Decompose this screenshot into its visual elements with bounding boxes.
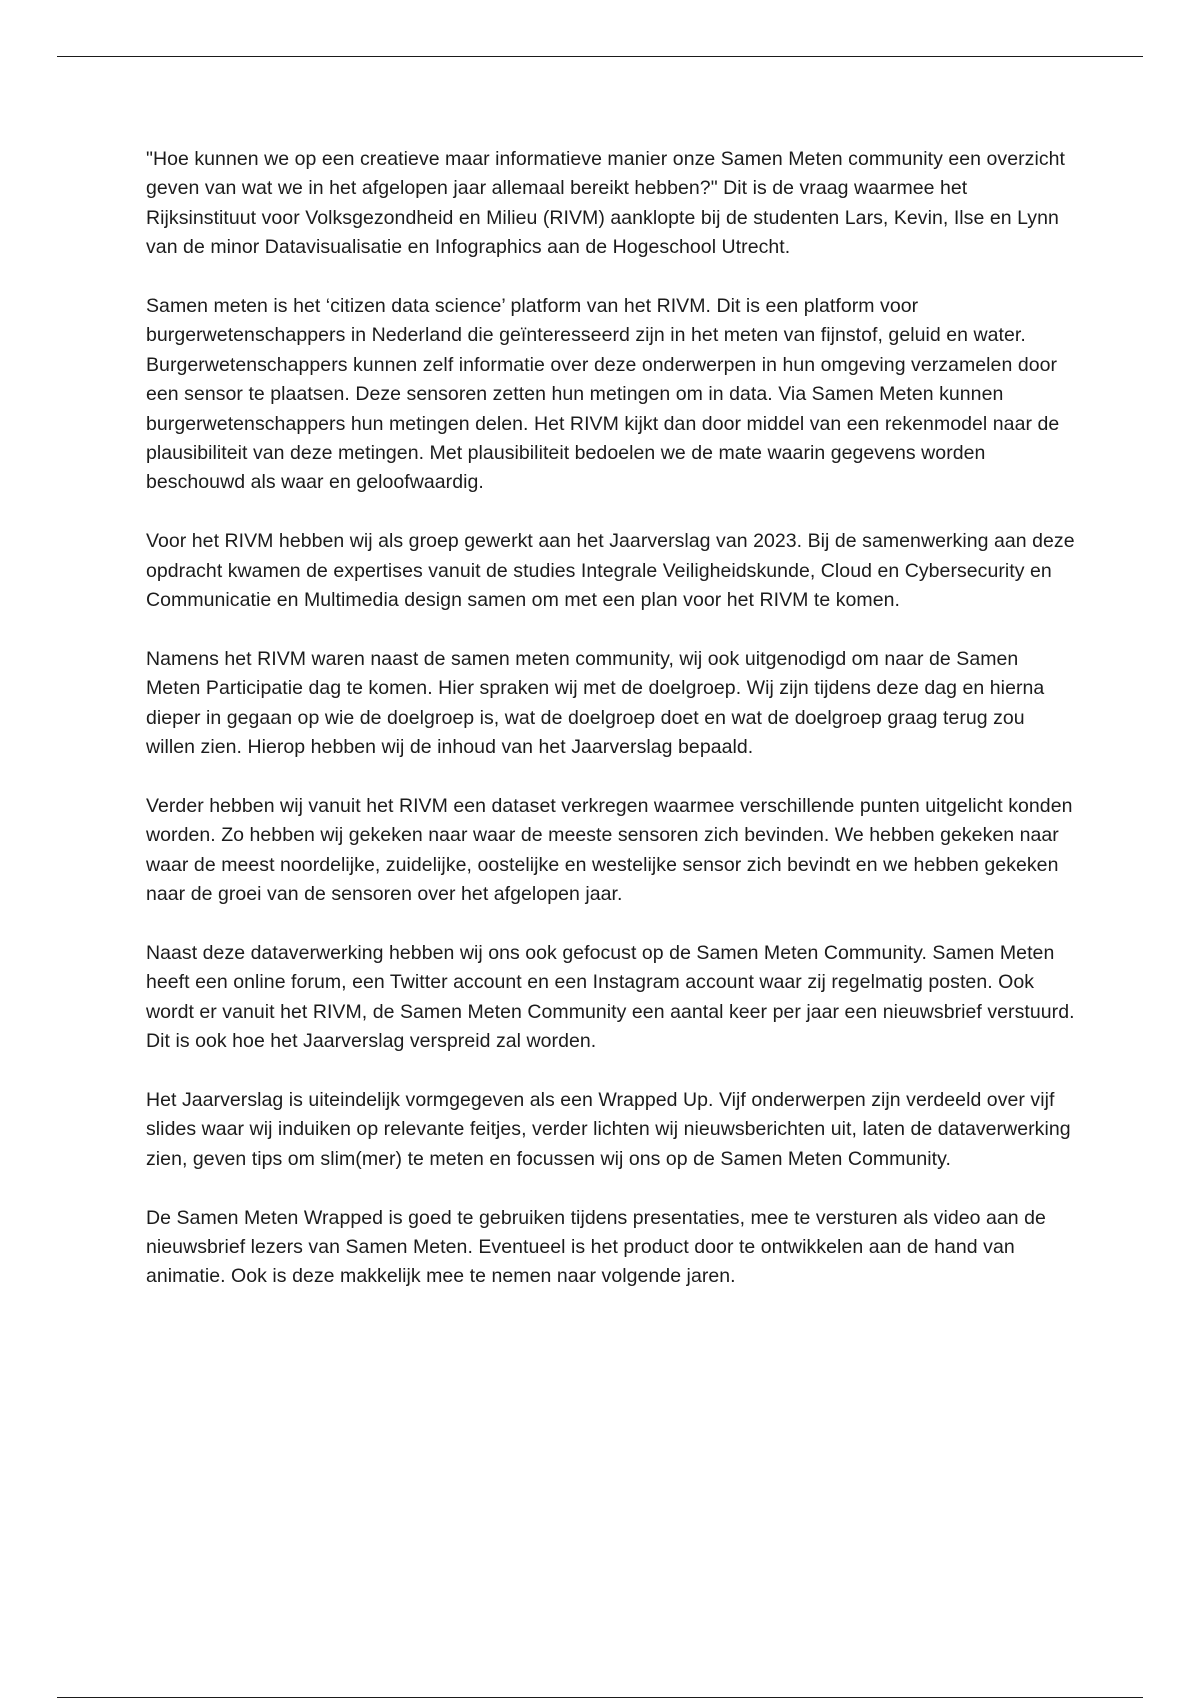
paragraph-participatie-dag: Namens het RIVM waren naast de samen meten community, wij ook uitgenodigd om naar de Samen Meten Participatie dag te komen. Hier spraken wij met de doelgroep. Wij zijn tijdens deze dag en hierna dieper in gegaan op wie de doelgroep is, wat de doelgroep doet en wat de doelgroep graag terug zou willen zien. Hierop hebben wij de inhoud van het Jaarverslag bepaald. [146,647,1045,759]
footer-rule [57,1697,1143,1698]
document-body [146,145,1076,1321]
paragraph-wrapped-up: Het Jaarverslag is uiteindelijk vormgegeven als een Wrapped Up. Vijf onderwerpen zijn verdeeld over vijf slides waar wij induiken op relevante feitjes, verder lichten wij nieuwsberichten uit, laten de dataverwerking zien, geven tips om slim(mer) te meten en focussen wij ons op de Samen Meten Community. [146,1088,1071,1170]
paragraph-jaarverslag-2023: Voor het RIVM hebben wij als groep gewerkt aan het Jaarverslag van 2023. Bij de samenwerking aan deze opdracht kwamen de expertises vanuit de studies Integrale Veiligheidskunde, Cloud en Cybersecurity en Communicatie en Multimedia design samen om met een plan voor het RIVM te komen. [146,530,1075,612]
paragraph-dataset: Verder hebben wij vanuit het RIVM een dataset verkregen waarmee verschillende punten uitgelicht konden worden. Zo hebben wij gekeken naar waar de meeste sensoren zich bevinden. We hebben gekeken naar waar de meest noordelijke, zuidelijke, oostelijke en westelijke sensor zich bevindt en we hebben gekeken naar de groei van de sensoren over het afgelopen jaar. [146,794,1073,906]
paragraph-samen-meten-platform: Samen meten is het ‘citizen data science’ platform van het RIVM. Dit is een platform voor burgerwetenschappers in Nederland die geïnteresseerd zijn in het meten van fijnstof, geluid en water. Burgerwetenschappers kunnen zelf informatie over deze onderwerpen in hun omgeving verzamelen door een sensor te plaatsen. Deze sensoren zetten hun metingen om in data. Via Samen Meten kunnen burgerwetenschappers hun metingen delen. Het RIVM kijkt dan door middel van een rekenmodel naar de plausibiliteit van deze metingen. Met plausibiliteit bedoelen we de mate waarin gegevens worden beschouwd als waar en geloofwaardig. [146,295,1060,494]
header-rule [57,56,1143,57]
paragraph-community: Naast deze dataverwerking hebben wij ons ook gefocust op de Samen Meten Community. Samen Meten heeft een online forum, een Twitter account en een Instagram account waar zij regelmatig posten. Ook wordt er vanuit het RIVM, de Samen Meten Community een aantal keer per jaar een nieuwsbrief verstuurd. Dit is ook hoe het Jaarverslag verspreid zal worden. [146,941,1075,1053]
paragraph-intro-question: "Hoe kunnen we op een creatieve maar informatieve manier onze Samen Meten community een overzicht geven van wat we in het afgelopen jaar allemaal bereikt hebben?" Dit is de vraag waarmee het Rijksinstituut voor Volksgezondheid en Milieu (RIVM) aanklopte bij de studenten Lars, Kevin, Ilse en Lynn van de minor Datavisualisatie en Infographics aan de Hogeschool Utrecht. [146,148,1065,259]
paragraph-usage: De Samen Meten Wrapped is goed te gebruiken tijdens presentaties, mee te versturen als video aan de nieuwsbrief lezers van Samen Meten. Eventueel is het product door te ontwikkelen aan de hand van animatie. Ook is deze makkelijk mee te nemen naar volgende jaren. [146,1206,1046,1288]
